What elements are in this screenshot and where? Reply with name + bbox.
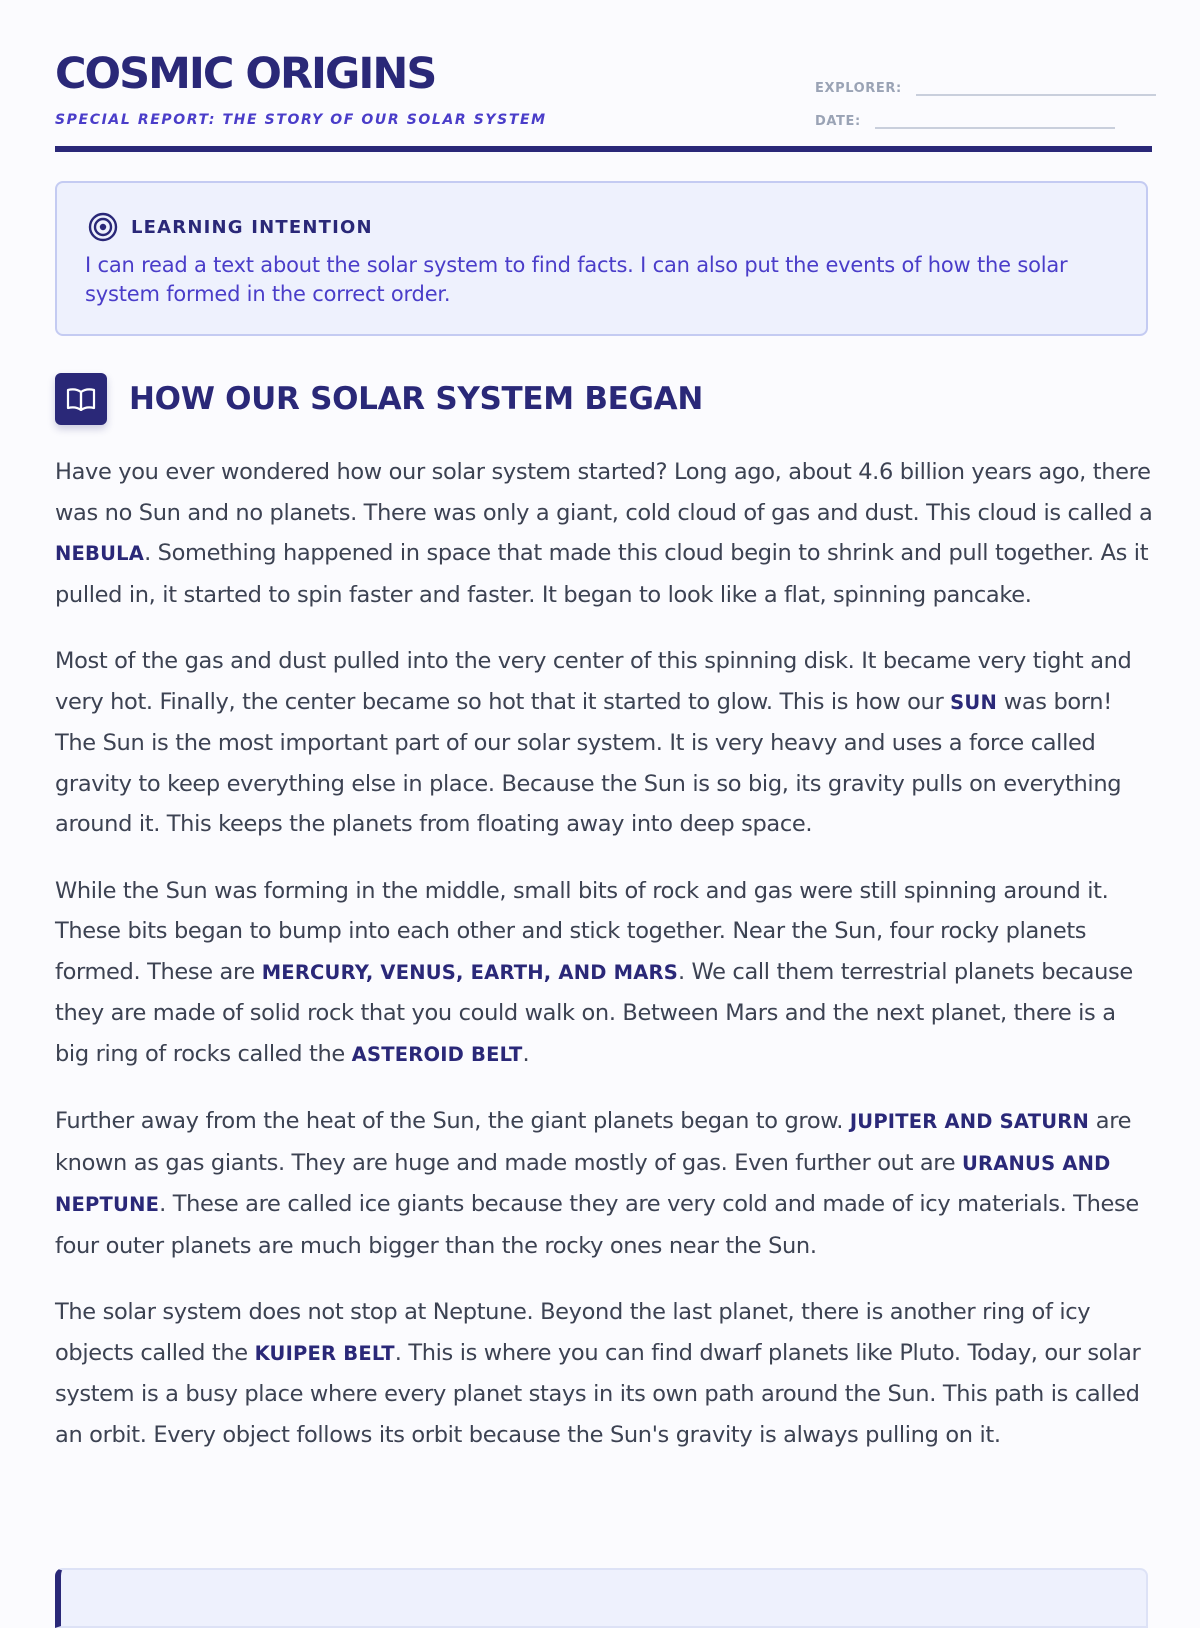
paragraph-text: . We call them terrestrial planets because they are made of solid rock that you could walk on. Between Mars and the next planet, there is a big ring of rocks called the — [55, 958, 1133, 1067]
article-paragraph-2 — [55, 641, 1155, 845]
keyword-terrestrial-planets: MERCURY, VENUS, EARTH, AND MARS — [261, 960, 678, 984]
learning-intention-box — [55, 181, 1148, 336]
date-field — [815, 111, 1115, 129]
target-icon — [87, 211, 119, 243]
article-paragraph-3 — [55, 871, 1155, 1076]
keyword-sun: SUN — [950, 690, 997, 714]
paragraph-text: While the Sun was forming in the middle, small bits of rock and gas were still spinning around it. These bits began to bump into each other and stick together. Near the Sun, four rocky planets formed. These are — [55, 877, 1109, 985]
page-header — [55, 48, 1152, 152]
paragraph-text: was born! The Sun is the most important part of our solar system. It is very heavy and uses a force called gravity to keep everything else in place. Because the Sun is so big, its gravity pulls on everything around it. This keeps the planets from floating away into deep space. — [55, 688, 1122, 837]
section-heading — [55, 373, 703, 425]
page-subtitle: SPECIAL REPORT: THE STORY OF OUR SOLAR SYSTEM — [55, 112, 547, 128]
open-book-icon — [66, 387, 96, 411]
keyword-gas-giants: JUPITER AND SATURN — [849, 1110, 1089, 1133]
next-section-box — [55, 1568, 1148, 1628]
page-title: COSMIC ORIGINS — [55, 49, 436, 99]
explorer-label: EXPLORER: — [815, 81, 902, 96]
keyword-ice-giants: URANUS AND NEPTUNE — [55, 1151, 1111, 1216]
paragraph-text: Most of the gas and dust pulled into the very center of this spinning disk. It became very tight and very hot. Finally, the center became so hot that it started to glow. This is how our — [55, 648, 1132, 715]
paragraph-text: . This is where you can find dwarf planets like Pluto. Today, our solar system is a busy place where every planet stays in its own path around the Sun. This path is called an orbit. Every object follows its orbit because the Sun's gravity is always pulling on it. — [55, 1339, 1141, 1448]
explorer-field — [815, 78, 1156, 96]
book-badge — [55, 373, 107, 425]
paragraph-text: are known as gas giants. They are huge and made mostly of gas. Even further out are — [55, 1108, 1132, 1176]
keyword-nebula: NEBULA — [55, 542, 145, 565]
article-paragraph-4 — [55, 1101, 1155, 1266]
keyword-asteroid-belt: ASTEROID BELT — [351, 1042, 523, 1066]
learning-intention-title: LEARNING INTENTION — [131, 216, 373, 238]
learning-intention-header — [87, 211, 373, 243]
learning-intention-text: I can read a text about the solar system to find facts. I can also put the events of how the solar system formed in the correct order. — [85, 253, 1068, 306]
explorer-blank-line[interactable] — [916, 78, 1156, 96]
article-paragraph-1 — [55, 452, 1155, 615]
paragraph-text: Have you ever wondered how our solar system started? Long ago, about 4.6 billion years ago, there was no Sun and no planets. There was only a giant, cold cloud of gas and dust. This cloud is called a — [55, 459, 1153, 526]
paragraph-text: . Something happened in space that made this cloud begin to shrink and pull together. As it pulled in, it started to spin faster and faster. It began to look like a flat, spinning pancake. — [55, 540, 1149, 608]
article-paragraph-5 — [55, 1292, 1155, 1455]
paragraph-text: The solar system does not stop at Neptune. Beyond the last planet, there is another ring of icy objects called the — [55, 1299, 1091, 1366]
date-label: DATE: — [815, 114, 861, 129]
keyword-kuiper-belt: KUIPER BELT — [254, 1341, 395, 1365]
article-body — [55, 452, 1155, 1481]
date-blank-line[interactable] — [875, 111, 1115, 129]
section-title: HOW OUR SOLAR SYSTEM BEGAN — [129, 381, 704, 417]
paragraph-text: Further away from the heat of the Sun, the giant planets began to grow. — [55, 1108, 850, 1134]
paragraph-text: . These are called ice giants because they are very cold and made of icy materials. These four outer planets are much bigger than the rocky ones near the Sun. — [55, 1191, 1139, 1259]
paragraph-text: . — [522, 1040, 530, 1067]
